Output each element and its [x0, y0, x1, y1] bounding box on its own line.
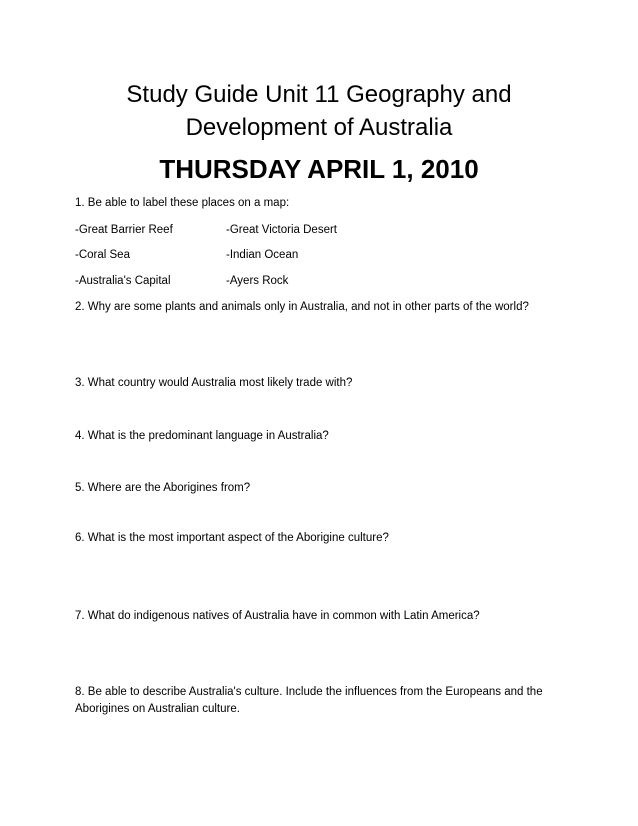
- place-australias-capital: -Australia's Capital: [75, 275, 171, 287]
- place-indian-ocean: -Indian Ocean: [226, 249, 299, 261]
- question-3: 3. What country would Australia most likely trade with?: [75, 377, 353, 389]
- question-2: 2. Why are some plants and animals only in Australia, and not in other parts of the world?: [75, 301, 529, 313]
- question-8-line-1: 8. Be able to describe Australia's culture. Include the influences from the Europeans and the: [75, 686, 543, 698]
- question-6: 6. What is the most important aspect of the Aborigine culture?: [75, 532, 389, 544]
- place-ayers-rock: -Ayers Rock: [226, 275, 289, 287]
- question-4: 4. What is the predominant language in Australia?: [75, 430, 329, 442]
- question-1: 1. Be able to label these places on a map:: [75, 197, 290, 209]
- question-7: 7. What do indigenous natives of Australia have in common with Latin America?: [75, 610, 480, 622]
- place-great-victoria-desert: -Great Victoria Desert: [226, 224, 337, 236]
- document-date: THURSDAY APRIL 1, 2010: [159, 154, 479, 184]
- place-great-barrier-reef: -Great Barrier Reef: [75, 224, 173, 236]
- question-8-line-2: Aborigines on Australian culture.: [75, 703, 240, 715]
- place-coral-sea: -Coral Sea: [75, 249, 130, 261]
- question-5: 5. Where are the Aborigines from?: [75, 482, 251, 494]
- page-title-line-2: Development of Australia: [185, 114, 453, 141]
- page-title-line-1: Study Guide Unit 11 Geography and: [126, 81, 512, 108]
